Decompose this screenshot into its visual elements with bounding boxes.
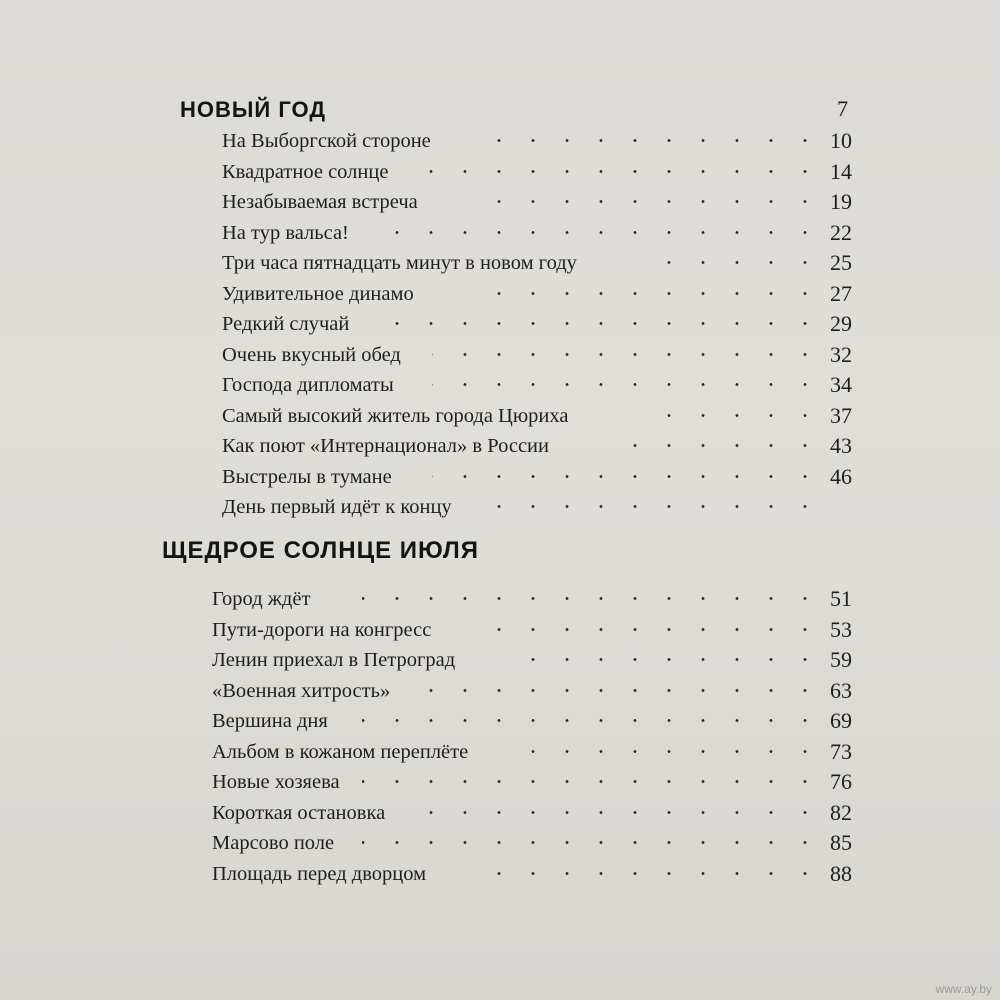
toc-entry-title: Марсово поле xyxy=(212,832,335,854)
toc-entry-title: Ленин приехал в Петроград xyxy=(212,649,456,671)
toc-entry xyxy=(212,676,852,707)
watermark: www.ay.by xyxy=(935,982,992,996)
toc-entry-title: Как поют «Интернационал» в России xyxy=(222,435,549,457)
toc-entry xyxy=(222,126,852,157)
toc-entry xyxy=(212,584,852,615)
toc-entry-page: 73 xyxy=(830,738,852,764)
toc-entry xyxy=(222,340,852,371)
toc-entry-page: 29 xyxy=(830,311,852,336)
toc-entry-page: 51 xyxy=(830,586,852,611)
leader-dots xyxy=(432,353,822,356)
toc-entry xyxy=(212,737,852,768)
toc-entry xyxy=(212,828,852,859)
leader-dots xyxy=(617,444,822,447)
toc-entry-page: 82 xyxy=(830,799,852,825)
leader-dots xyxy=(362,780,822,783)
toc-entry xyxy=(222,279,852,310)
toc-entry xyxy=(212,767,852,798)
leader-dots xyxy=(524,658,822,661)
toc-entry-page: 37 xyxy=(830,402,852,428)
toc-entry xyxy=(212,645,852,676)
toc-entry-page: 34 xyxy=(830,372,852,397)
toc-entry-title: Город ждёт xyxy=(212,588,311,610)
toc-entry-title: Выстрелы в тумане xyxy=(222,465,392,488)
leader-dots xyxy=(480,628,822,631)
leader-dots xyxy=(362,841,822,844)
leader-dots xyxy=(647,414,822,417)
toc-entry-page: 88 xyxy=(830,860,852,886)
leader-dots xyxy=(517,750,822,753)
toc-entry-title: «Военная хитрость» xyxy=(212,679,391,702)
toc-entry xyxy=(222,157,852,188)
toc-entry-title: Вершина дня xyxy=(212,710,328,732)
toc-entry xyxy=(222,248,852,279)
toc-entry-page: 76 xyxy=(830,769,852,794)
toc-entry xyxy=(222,401,852,432)
toc-list-1 xyxy=(222,126,852,523)
leader-dots xyxy=(480,872,822,875)
leader-dots xyxy=(482,292,822,295)
toc-entry-page: 27 xyxy=(830,280,852,306)
leader-dots xyxy=(427,170,822,173)
toc-entry-page: 53 xyxy=(830,616,852,642)
toc-entry-title: Короткая остановка xyxy=(212,801,386,824)
toc-entry xyxy=(222,462,852,493)
toc-entry-title: Новые хозяева xyxy=(212,771,340,793)
leader-dots xyxy=(647,261,822,264)
leader-dots xyxy=(417,811,822,814)
toc-entry-page: 22 xyxy=(830,219,852,245)
leader-dots xyxy=(382,231,822,234)
toc-entry-page: 59 xyxy=(830,647,852,672)
section-title-2: ЩЕДРОЕ СОЛНЦЕ ИЮЛЯ xyxy=(162,537,479,564)
toc-entry-title: Незабываемая встреча xyxy=(222,191,418,213)
toc-entry-page: 46 xyxy=(830,463,852,489)
toc-entry-title: День первый идёт к концу xyxy=(222,496,452,518)
toc-entry-title: Очень вкусный обед xyxy=(222,343,401,366)
toc-entry-title: Самый высокий житель города Цюриха xyxy=(222,404,569,427)
toc-entry-title: Господа дипломаты xyxy=(222,374,394,396)
toc-list-2 xyxy=(212,584,852,889)
leader-dots xyxy=(472,200,822,203)
toc-entry-title: На Выборгской стороне xyxy=(222,130,431,152)
toc-entry-page: 69 xyxy=(830,708,852,733)
toc-entry-title: Редкий случай xyxy=(222,313,350,335)
toc-entry xyxy=(212,798,852,829)
toc-entry xyxy=(212,706,852,737)
leader-dots xyxy=(432,475,822,478)
toc-entry-title: Альбом в кожаном переплёте xyxy=(212,740,469,763)
toc-entry xyxy=(222,370,852,401)
toc-entry xyxy=(222,218,852,249)
toc-entry-page: 85 xyxy=(830,830,852,855)
toc-entry xyxy=(212,615,852,646)
leader-dots xyxy=(477,139,822,142)
toc-entry-title: Пути-дороги на конгресс xyxy=(212,618,432,641)
toc-entry-title: На тур вальса! xyxy=(222,221,349,244)
toc-entry-page: 32 xyxy=(830,341,852,367)
leader-dots xyxy=(362,597,822,600)
toc-entry-page: 63 xyxy=(830,677,852,703)
toc-entry xyxy=(212,859,852,890)
toc-entry-title: Квадратное солнце xyxy=(222,160,389,183)
toc-entry-page: 14 xyxy=(830,158,852,184)
toc-entry-title: Площадь перед дворцом xyxy=(212,862,427,885)
leader-dots xyxy=(380,322,822,325)
section-title-1: НОВЫЙ ГОД xyxy=(180,97,327,122)
toc-entry xyxy=(222,492,852,523)
toc-entry xyxy=(222,187,852,218)
toc-entry-page: 10 xyxy=(830,128,852,153)
toc-entry-title: Удивительное динамо xyxy=(222,282,414,305)
section-page-number-1: 7 xyxy=(837,96,848,121)
toc-entry xyxy=(222,431,852,462)
leader-dots xyxy=(432,383,822,386)
leader-dots xyxy=(362,719,822,722)
leader-dots xyxy=(422,689,822,692)
toc-entry-page: 19 xyxy=(830,189,852,214)
leader-dots xyxy=(497,505,822,508)
toc-entry-page: 25 xyxy=(830,250,852,275)
toc-entry xyxy=(222,309,852,340)
toc-entry-title: Три часа пятнадцать минут в новом году xyxy=(222,252,577,274)
toc-entry-page: 43 xyxy=(830,433,852,458)
